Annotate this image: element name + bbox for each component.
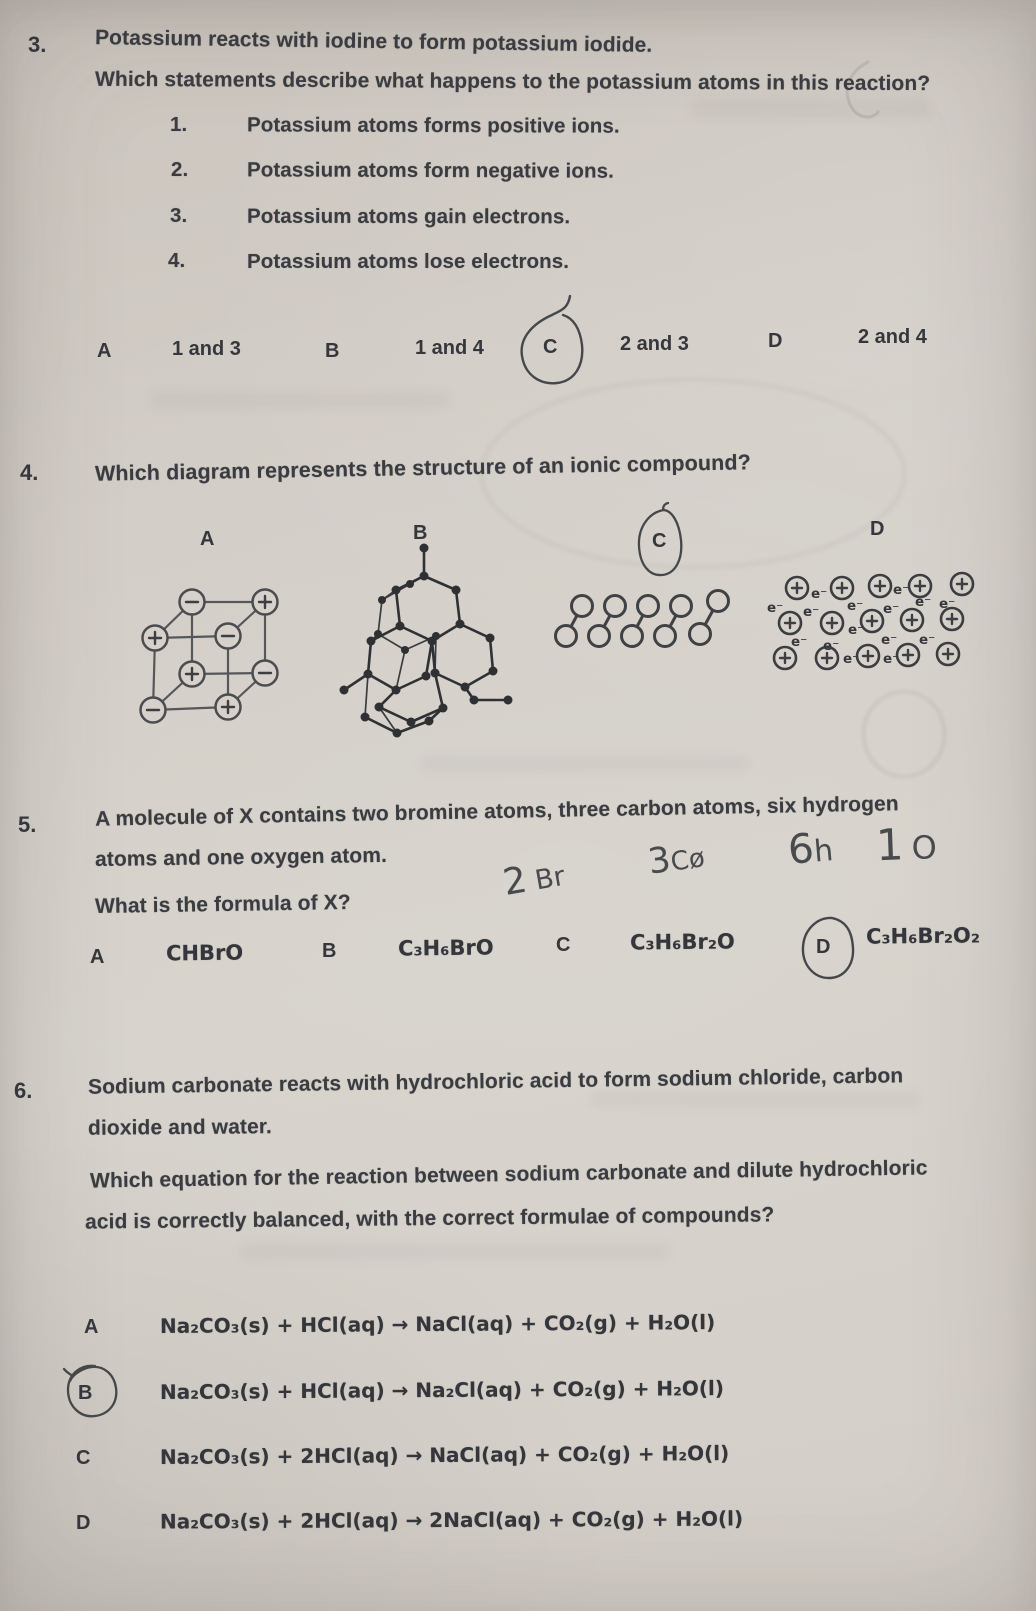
diagram-c-molecules [550, 578, 745, 658]
question-prompt-line: Which equation for the reaction between sodium carbonate and dilute hydrochloric [89, 1156, 928, 1193]
negative-ion-icon [253, 661, 278, 686]
diagram-label-c: C [652, 530, 667, 552]
svg-text:e⁻: e⁻ [883, 601, 900, 617]
question-prompt-line: Sodium carbonate reacts with hydrochloric acid to form sodium chloride, carbon [87, 1064, 904, 1099]
molecule-icon [622, 596, 659, 647]
question-prompt-line [95, 792, 899, 831]
pen-circle-answer-c [512, 292, 608, 404]
option-text-d: 2 and 4 [858, 326, 927, 348]
option-label-c: C [543, 336, 558, 358]
handwritten-annotation: 6h [785, 823, 835, 874]
question-number: 3. [28, 32, 47, 57]
svg-text:e⁻: e⁻ [881, 632, 898, 648]
statement-number: 1. [170, 113, 188, 136]
svg-text:e⁻: e⁻ [847, 598, 864, 614]
question-prompt-line: atoms and one oxygen atom. [94, 843, 388, 872]
pen-circle-answer-b [54, 1360, 124, 1426]
statement-text: Potassium atoms gain electrons. [246, 204, 571, 229]
positive-ion-icon [253, 590, 278, 615]
option-formula-a: CHBrO [165, 940, 244, 966]
pen-circle-diagram-c [628, 500, 700, 588]
handwritten-annotation: 1O [875, 819, 946, 872]
equation-b: Na₂CO₃(s) + HCl(aq) → Na₂Cl(aq) + CO₂(g) + H₂O(l) [159, 1376, 725, 1404]
statement-text: Potassium atoms form negative ions. [246, 158, 614, 183]
svg-text:e⁻: e⁻ [883, 651, 900, 667]
prompt-text: ? [337, 890, 351, 915]
option-label-a: A [90, 946, 105, 968]
statement-number: 3. [170, 204, 188, 227]
option-formula-b: C₃H₆BrO [397, 935, 494, 961]
handwritten-annotation: 2 Br [499, 857, 568, 905]
handwritten-annotation: 3Cø [645, 839, 707, 883]
question-prompt-line [95, 891, 351, 919]
positive-ion-icon [774, 573, 973, 669]
option-label-b: B [322, 940, 337, 962]
pen-circle-answer-d [796, 915, 860, 983]
option-label-b: B [325, 340, 340, 362]
ghost-ring-small [862, 690, 946, 778]
option-label-a: A [84, 1316, 99, 1338]
diagram-label-d: D [870, 518, 885, 540]
molecule-icon [690, 591, 729, 645]
equation-d: Na₂CO₃(s) + 2HCl(aq) → 2NaCl(aq) + CO₂(g) + H₂O(l) [159, 1506, 744, 1534]
option-formula-d: C₃H₆Br₂O₂ [865, 923, 981, 949]
statement-number: 4. [168, 249, 186, 272]
question-number: 5. [18, 812, 37, 837]
positive-ion-icon [216, 695, 241, 720]
lattice-bonds [153, 602, 265, 710]
option-text-c: 2 and 3 [620, 333, 689, 355]
option-label-d: D [768, 330, 783, 352]
question-prompt-line: dioxide and water. [87, 1115, 272, 1140]
option-text-b: 1 and 4 [415, 337, 484, 359]
svg-text:e⁻: e⁻ [939, 596, 956, 612]
molecule-icon [589, 596, 626, 647]
option-text-a: 1 and 3 [172, 338, 241, 360]
positive-ion-icon [143, 626, 168, 651]
prompt-text: contains two bromine atoms, three carbon atoms, six hydrogen [253, 792, 899, 828]
molecule-x: X [323, 891, 338, 915]
svg-text:e⁻: e⁻ [767, 600, 784, 616]
svg-text:e⁻: e⁻ [893, 582, 910, 598]
svg-text:e⁻: e⁻ [811, 586, 828, 602]
question-number: 6. [14, 1078, 33, 1103]
option-label-d: D [816, 936, 831, 958]
svg-text:e⁻: e⁻ [823, 638, 840, 654]
prompt-text: What is the formula of [94, 891, 324, 919]
svg-text:e⁻: e⁻ [843, 651, 860, 667]
question-prompt-line: Which statements describe what happens to the potassium atoms in this reaction? [94, 67, 931, 96]
statement-text: Potassium atoms lose electrons. [247, 250, 570, 273]
option-label-b: B [78, 1382, 93, 1404]
molecule-icon [655, 596, 692, 647]
svg-text:e⁻: e⁻ [803, 604, 820, 620]
svg-text:e⁻: e⁻ [919, 632, 936, 648]
molecule-x: X [238, 804, 254, 828]
svg-text:e⁻: e⁻ [915, 594, 932, 610]
diagram-label-a: A [200, 528, 215, 550]
svg-text:e⁻: e⁻ [848, 622, 865, 638]
prompt-text: A molecule of [94, 804, 240, 831]
question-prompt-line: Which diagram represents the structure of an ionic compound? [94, 450, 752, 486]
equation-c: Na₂CO₃(s) + 2HCl(aq) → NaCl(aq) + CO₂(g) + H₂O(l) [159, 1441, 730, 1469]
positive-ion-icon [180, 662, 205, 687]
negative-ion-icon [141, 698, 166, 723]
molecule-icon [556, 596, 593, 647]
question-prompt-line: acid is correctly balanced, with the correct formulae of compounds? [84, 1203, 775, 1234]
negative-ion-icon [180, 590, 205, 615]
option-label-c: C [556, 934, 571, 956]
diagram-a-ionic-lattice [138, 575, 298, 730]
diagram-d-metallic-lattice [763, 560, 978, 675]
negative-ion-icon [216, 624, 241, 649]
option-label-a: A [97, 340, 112, 362]
question-number: 4. [20, 460, 39, 485]
option-formula-c: C₃H₆Br₂O [629, 929, 735, 955]
question-prompt-line: Potassium reacts with iodine to form potassium iodide. [94, 26, 653, 57]
diagram-label-b: B [413, 522, 428, 544]
equation-a: Na₂CO₃(s) + HCl(aq) → NaCl(aq) + CO₂(g) + H₂O(l) [159, 1310, 716, 1338]
option-label-c: C [76, 1447, 91, 1469]
statement-number: 2. [171, 158, 189, 181]
svg-text:e⁻: e⁻ [791, 634, 808, 650]
option-label-d: D [76, 1512, 91, 1534]
diagram-b-covalent-lattice [332, 540, 517, 740]
statement-text: Potassium atoms forms positive ions. [246, 113, 620, 138]
